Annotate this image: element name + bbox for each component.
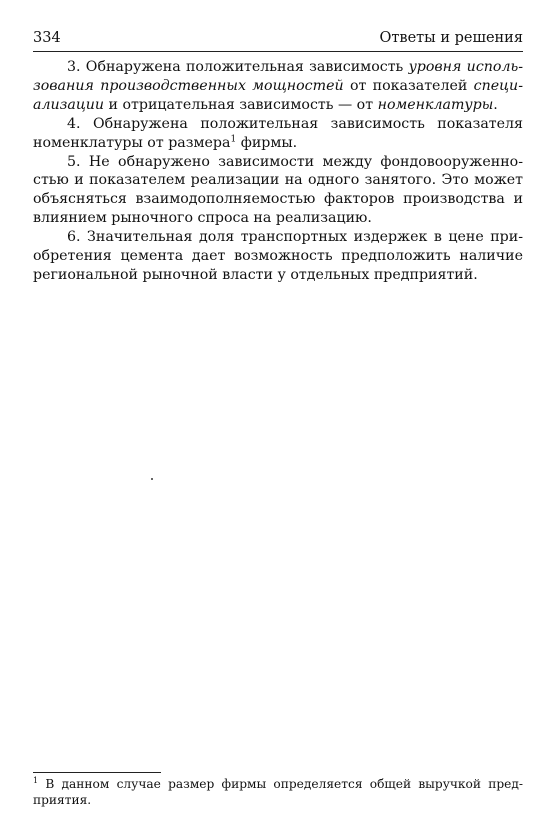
scan-speck	[151, 478, 153, 480]
header-rule	[33, 51, 523, 52]
paragraph-5: 5. Не обнаружено зависимости между фондовооруженностью и показателем реализации на одного занятого. Это может объясняться взаимодополняемостью факторов производства и влиянием рыночного спроса на реализацию.	[33, 153, 523, 227]
footnote-rule	[33, 772, 161, 773]
paragraph-3-text-3: и отрицательная зависимость — от	[104, 96, 378, 113]
paragraph-3-emphasis-2: специализации	[33, 77, 523, 113]
footnote-reference: 1	[230, 133, 237, 144]
page-number: 334	[33, 30, 61, 46]
footnote-text: В данном случае размер фирмы определяется общей выручкой предприятия.	[33, 777, 523, 807]
paragraph-3-emphasis-3: номенклатуры	[377, 96, 494, 113]
paragraph-3-emphasis-1: уровня использования производственных мощностей	[33, 59, 524, 94]
footnote	[33, 777, 523, 808]
paragraph-3-text-2: от показателей	[343, 77, 474, 94]
paragraph-3-text-1: 3. Обнаружена положительная зависимость	[67, 59, 409, 75]
paragraph-4	[33, 115, 523, 153]
paragraph-6: 6. Значительная доля транспортных издержек в цене приобретения цемента дает возможность предположить наличие региональной рыночной власти у отдельных предприятий.	[33, 229, 523, 283]
answer-body	[33, 58, 523, 285]
paragraph-4-text-2: фирмы.	[236, 134, 298, 151]
running-title: Ответы и решения	[379, 30, 523, 46]
paragraph-3-text-4: .	[493, 96, 498, 113]
paragraph-3	[33, 58, 523, 115]
footnote-marker: 1	[33, 775, 39, 785]
page-header	[33, 30, 523, 52]
paragraph-4-text-1: 4. Обнаружена положительная зависимость показателя номенклатуры от размера	[33, 115, 523, 151]
